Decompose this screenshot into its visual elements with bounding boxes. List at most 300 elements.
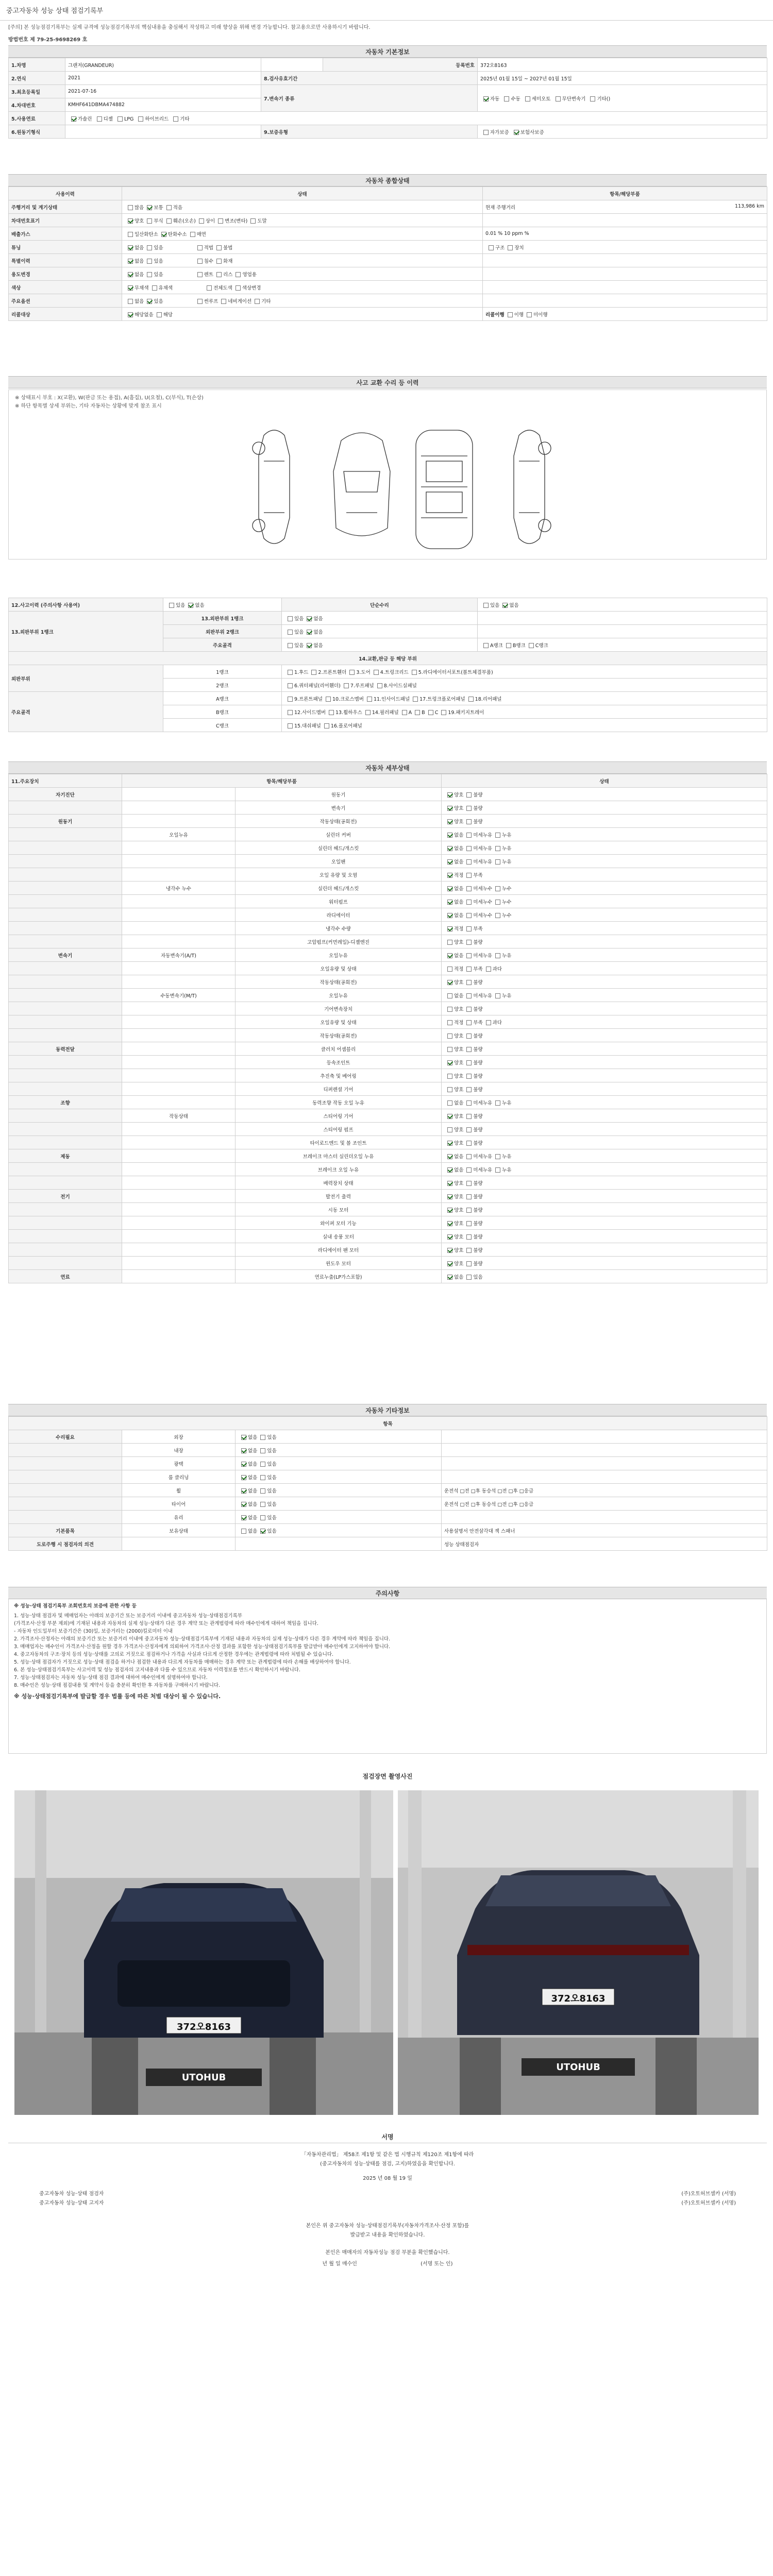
other-3-checkbox-0[interactable]	[241, 1475, 246, 1480]
status-8-checkbox-1[interactable]	[157, 312, 162, 317]
detail-19-option-1: 불량	[473, 1046, 483, 1053]
part-checkbox[interactable]	[288, 683, 293, 688]
status-row-note: 리콜이행 이행 미이행	[483, 308, 767, 321]
detail-25-checkbox-0[interactable]	[447, 1127, 452, 1132]
status-1-checkbox-5[interactable]	[250, 218, 256, 224]
detail-11-option-1: 불량	[473, 939, 483, 945]
status-4-checkbox-1[interactable]	[147, 259, 152, 264]
detail-31-checkbox-0[interactable]	[447, 1208, 452, 1213]
detail-12-checkbox-0[interactable]	[447, 953, 452, 958]
detail-9-checkbox-1[interactable]	[466, 913, 472, 918]
detail-4-checkbox-1[interactable]	[466, 846, 472, 851]
status-mid-5-option-2: 영업용	[242, 272, 257, 278]
other-state	[236, 1470, 442, 1484]
detail-14-checkbox-0[interactable]	[447, 980, 452, 985]
detail-row	[9, 989, 767, 1002]
detail-13-checkbox-2[interactable]	[486, 967, 491, 972]
status-mid-4-checkbox-0[interactable]	[197, 259, 203, 264]
detail-11-checkbox-0[interactable]	[447, 940, 452, 945]
status-mid-5-checkbox-0[interactable]	[197, 272, 203, 277]
detail-24-checkbox-0[interactable]	[447, 1114, 452, 1119]
detail-group	[9, 1056, 122, 1069]
part-checkbox[interactable]	[468, 697, 474, 702]
detail-31-checkbox-1[interactable]	[466, 1208, 472, 1213]
detail-32-option-1: 불량	[473, 1221, 483, 1227]
fuel-lpg-checkbox[interactable]	[117, 116, 123, 122]
status-right-3-checkbox-0[interactable]	[489, 245, 494, 250]
status-1-checkbox-3[interactable]	[199, 218, 204, 224]
status-mid-7-checkbox-2[interactable]	[255, 299, 260, 304]
other-5-checkbox-0[interactable]	[241, 1502, 246, 1507]
detail-2-checkbox-1[interactable]	[466, 819, 472, 824]
part-checkbox[interactable]	[428, 710, 433, 715]
notes-section	[8, 1587, 767, 1754]
detail-item: 와이퍼 모터 기능	[236, 1216, 442, 1230]
detail-27-checkbox-1[interactable]	[466, 1154, 472, 1159]
detail-17-checkbox-1[interactable]	[466, 1020, 472, 1025]
other-0-checkbox-1[interactable]	[260, 1435, 265, 1440]
part-label: 8.사이드실패널	[383, 683, 417, 689]
car-right-side-icon	[514, 430, 551, 544]
detail-35-checkbox-0[interactable]	[447, 1261, 452, 1266]
detail-3-checkbox-0[interactable]	[447, 833, 452, 838]
detail-16-checkbox-1[interactable]	[466, 1007, 472, 1012]
detail-row	[9, 828, 767, 841]
rank1-label: 1랭크	[163, 665, 282, 679]
detail-4-checkbox-0[interactable]	[447, 846, 452, 851]
detail-15-option-1: 미세누유	[473, 993, 493, 999]
warranty-insurance-checkbox[interactable]	[514, 130, 519, 135]
detail-6-option-1: 부족	[473, 872, 483, 878]
other-6-option-0: 없음	[248, 1515, 258, 1521]
status-row-note	[483, 241, 767, 254]
detail-sub	[122, 801, 236, 815]
detail-3-option-1: 미세누유	[473, 832, 493, 838]
other-1-checkbox-1[interactable]	[260, 1448, 265, 1453]
status-2-checkbox-1[interactable]	[161, 232, 166, 237]
status-0-option-0: 많음	[135, 205, 144, 211]
detail-group	[9, 1216, 122, 1230]
detail-20-checkbox-0[interactable]	[447, 1060, 452, 1065]
status-row-options	[122, 308, 483, 321]
detail-row	[9, 935, 767, 948]
detail-2-checkbox-0[interactable]	[447, 819, 452, 824]
status-2-checkbox-2[interactable]	[190, 232, 195, 237]
detail-row	[9, 1109, 767, 1123]
status-mid-7-checkbox-1[interactable]	[221, 299, 226, 304]
detail-3-checkbox-2[interactable]	[495, 833, 500, 838]
other-6-checkbox-0[interactable]	[241, 1515, 246, 1520]
detail-22-checkbox-0[interactable]	[447, 1087, 452, 1092]
detail-36-checkbox-0[interactable]	[447, 1275, 452, 1280]
other-item: 광택	[122, 1457, 236, 1470]
detail-28-checkbox-1[interactable]	[466, 1167, 472, 1173]
detail-item: 라디에이터	[236, 908, 442, 922]
status-3-checkbox-1[interactable]	[147, 245, 152, 250]
detail-18-checkbox-0[interactable]	[447, 1033, 452, 1039]
status-1-checkbox-2[interactable]	[166, 218, 172, 224]
warranty-self-checkbox[interactable]	[483, 130, 489, 135]
detail-28-checkbox-2[interactable]	[495, 1167, 500, 1173]
detail-20-option-0: 양호	[454, 1060, 464, 1066]
status-col-note: 항목/해당부품	[483, 187, 767, 200]
outer-rank1-label: 13.외판부위 1랭크	[163, 612, 282, 625]
other-0-checkbox-0[interactable]	[241, 1435, 246, 1440]
part-checkbox[interactable]	[288, 697, 293, 702]
outer-rank2-options: 있음 없음	[282, 625, 478, 638]
status-6-checkbox-0[interactable]	[128, 285, 133, 291]
damage-legend-2: ※ 하단 항목별 상세 부위는, 기타 자동차는 상황에 맞게 참조 표시	[15, 403, 162, 409]
detail-26-option-1: 불량	[473, 1140, 483, 1146]
part-checkbox[interactable]	[377, 683, 382, 688]
other-extra	[442, 1430, 767, 1444]
detail-sub	[122, 1230, 236, 1243]
detail-group	[9, 882, 122, 895]
detail-16-checkbox-0[interactable]	[447, 1007, 452, 1012]
other-group	[9, 1444, 122, 1457]
detail-state	[442, 1257, 767, 1270]
status-1-checkbox-1[interactable]	[147, 218, 152, 224]
other-3-checkbox-1[interactable]	[260, 1475, 265, 1480]
detail-row	[9, 1002, 767, 1015]
detail-row	[9, 1136, 767, 1149]
other-2-checkbox-0[interactable]	[241, 1462, 246, 1467]
detail-5-option-1: 미세누유	[473, 859, 493, 865]
part-checkbox[interactable]	[324, 723, 329, 728]
rankA-parts	[282, 692, 767, 705]
detail-sub	[122, 1069, 236, 1082]
detail-state	[442, 788, 767, 801]
reg-no-value: 372오8163	[478, 58, 767, 72]
detail-22-checkbox-1[interactable]	[466, 1087, 472, 1092]
detail-17-checkbox-0[interactable]	[447, 1020, 452, 1025]
other-2-option-1: 있음	[267, 1461, 277, 1467]
other-6-checkbox-1[interactable]	[260, 1515, 265, 1520]
detail-group	[9, 1069, 122, 1082]
detail-state	[442, 828, 767, 841]
detail-27-checkbox-0[interactable]	[447, 1154, 452, 1159]
other-row	[9, 1511, 767, 1524]
part-label: 14.필러패널	[372, 709, 399, 716]
detail-12-checkbox-1[interactable]	[466, 953, 472, 958]
detail-group	[9, 1163, 122, 1176]
trans-etc-checkbox[interactable]	[590, 96, 595, 101]
status-1-checkbox-4[interactable]	[218, 218, 223, 224]
detail-19-checkbox-1[interactable]	[466, 1047, 472, 1052]
doc-number: 방법번호 제 79-25-9698269 호	[8, 37, 88, 43]
detail-25-checkbox-1[interactable]	[466, 1127, 472, 1132]
first-reg-label: 3.최초등록일	[9, 85, 65, 98]
fuel-gasoline-checkbox[interactable]	[71, 116, 76, 122]
part-checkbox[interactable]	[288, 670, 293, 675]
part-label: 2.프론트휀더	[318, 669, 347, 675]
detail-34-checkbox-1[interactable]	[466, 1248, 472, 1253]
detail-state	[442, 801, 767, 815]
status-5-checkbox-0[interactable]	[128, 272, 133, 277]
detail-12-checkbox-2[interactable]	[495, 953, 500, 958]
detail-row	[9, 1029, 767, 1042]
detail-17-checkbox-2[interactable]	[486, 1020, 491, 1025]
car-diagram-panel	[8, 389, 767, 560]
detail-32-checkbox-1[interactable]	[466, 1221, 472, 1226]
detail-32-checkbox-0[interactable]	[447, 1221, 452, 1226]
other-7-checkbox-0[interactable]	[241, 1529, 246, 1534]
detail-item: 워터펌프	[236, 895, 442, 908]
fuel-hybrid-checkbox[interactable]	[138, 116, 143, 122]
detail-sub	[122, 962, 236, 975]
part-checkbox[interactable]	[441, 710, 446, 715]
status-0-checkbox-1[interactable]	[147, 205, 152, 210]
detail-10-checkbox-1[interactable]	[466, 926, 472, 931]
sign-line-1: 「자동차관리법」 제58조 제1항 및 같은 법 시행규칙 제120조 제1항에 따라	[301, 2152, 474, 2158]
detail-8-checkbox-1[interactable]	[466, 900, 472, 905]
detail-24-checkbox-1[interactable]	[466, 1114, 472, 1119]
status-mid-5-option-1: 리스	[223, 272, 233, 278]
part-checkbox[interactable]	[326, 697, 331, 702]
detail-21-checkbox-1[interactable]	[466, 1074, 472, 1079]
status-row-label: 용도변경	[9, 267, 122, 281]
detail-20-checkbox-1[interactable]	[466, 1060, 472, 1065]
status-mid-7-option-2: 기타	[261, 298, 271, 304]
part-checkbox[interactable]	[365, 710, 371, 715]
part-label: 15.대쉬패널	[294, 723, 321, 729]
status-0-checkbox-0[interactable]	[128, 205, 133, 210]
fuel-etc-checkbox[interactable]	[173, 116, 178, 122]
detail-8-checkbox-2[interactable]	[495, 900, 500, 905]
trans-label: 7.변속기 종류	[261, 85, 478, 112]
detail-1-checkbox-0[interactable]	[447, 806, 452, 811]
status-mid-6-checkbox-1[interactable]	[236, 285, 241, 291]
detail-5-option-0: 없음	[454, 859, 464, 865]
rank-options: A랭크 B랭크 C랭크	[478, 638, 767, 652]
status-0-checkbox-2[interactable]	[166, 205, 172, 210]
detail-state	[442, 962, 767, 975]
detail-33-checkbox-0[interactable]	[447, 1234, 452, 1240]
status-8-checkbox-0[interactable]	[128, 312, 133, 317]
other-extra: 성능 상태점검자	[442, 1537, 767, 1551]
detail-15-checkbox-0[interactable]	[447, 993, 452, 998]
status-mid-4-checkbox-1[interactable]	[216, 259, 222, 264]
status-mid-3-checkbox-1[interactable]	[216, 245, 222, 250]
other-7-checkbox-1[interactable]	[260, 1529, 265, 1534]
status-right-8-checkbox-1[interactable]	[527, 312, 532, 317]
trans-options: 자동 수동 세미오토 무단변속기 기타()	[478, 85, 767, 112]
status-2-checkbox-0[interactable]	[128, 232, 133, 237]
detail-group	[9, 1230, 122, 1243]
sign-date: 2025 년 08 월 19 일	[363, 2176, 412, 2181]
detail-0-option-0: 양호	[454, 792, 464, 798]
part-checkbox[interactable]	[415, 710, 420, 715]
status-4-checkbox-0[interactable]	[128, 259, 133, 264]
fuel-label: 5.사용연료	[9, 112, 65, 125]
front-car-image	[14, 1790, 393, 2115]
detail-row	[9, 962, 767, 975]
other-extra: 운전석 □전 □후 동승석 □전 □후 □응급	[442, 1497, 767, 1511]
detail-item: 작동상태(공회전)	[236, 815, 442, 828]
part-checkbox[interactable]	[402, 710, 407, 715]
main-frame-options: 있음 없음	[282, 638, 478, 652]
detail-9-checkbox-0[interactable]	[447, 913, 452, 918]
detail-1-checkbox-1[interactable]	[466, 806, 472, 811]
other-group	[9, 1484, 122, 1497]
detail-sub	[122, 908, 236, 922]
status-row	[9, 308, 767, 321]
part-checkbox[interactable]	[344, 683, 349, 688]
detail-row	[9, 1216, 767, 1230]
detail-26-checkbox-0[interactable]	[447, 1141, 452, 1146]
other-4-checkbox-1[interactable]	[260, 1488, 265, 1494]
fuel-diesel-checkbox[interactable]	[97, 116, 102, 122]
other-1-checkbox-0[interactable]	[241, 1448, 246, 1453]
other-extra: 운전석 □전 □후 동승석 □전 □후 □응급	[442, 1484, 767, 1497]
status-col-item: 사용이력	[9, 187, 122, 200]
detail-item: 오일 유량 및 오염	[236, 868, 442, 882]
detail-35-checkbox-1[interactable]	[466, 1261, 472, 1266]
status-row-options	[122, 200, 483, 214]
detail-23-checkbox-2[interactable]	[495, 1100, 500, 1106]
detail-0-checkbox-0[interactable]	[447, 792, 452, 798]
part-checkbox[interactable]	[367, 697, 372, 702]
detail-group	[9, 989, 122, 1002]
status-7-checkbox-1[interactable]	[147, 299, 152, 304]
part-checkbox[interactable]	[311, 670, 316, 675]
detail-23-checkbox-0[interactable]	[447, 1100, 452, 1106]
detail-30-checkbox-1[interactable]	[466, 1194, 472, 1199]
detail-21-checkbox-0[interactable]	[447, 1074, 452, 1079]
general-status-header: 자동차 종합상태	[8, 174, 767, 187]
detail-19-checkbox-0[interactable]	[447, 1047, 452, 1052]
other-group: 수리필요	[9, 1430, 122, 1444]
detail-10-checkbox-0[interactable]	[447, 926, 452, 931]
part-checkbox[interactable]	[412, 670, 417, 675]
detail-15-checkbox-2[interactable]	[495, 993, 500, 998]
detail-36-option-1: 있음	[473, 1274, 483, 1280]
detail-23-checkbox-1[interactable]	[466, 1100, 472, 1106]
detail-13-checkbox-1[interactable]	[466, 967, 472, 972]
part-checkbox[interactable]	[349, 670, 355, 675]
detail-6-checkbox-0[interactable]	[447, 873, 452, 878]
detail-26-checkbox-1[interactable]	[466, 1141, 472, 1146]
other-row	[9, 1470, 767, 1484]
detail-4-checkbox-2[interactable]	[495, 846, 500, 851]
detail-state	[442, 1042, 767, 1056]
status-1-checkbox-0[interactable]	[128, 218, 133, 224]
part-checkbox[interactable]	[374, 670, 379, 675]
detail-30-checkbox-0[interactable]	[447, 1194, 452, 1199]
trans-cvt-checkbox[interactable]	[556, 96, 561, 101]
status-mid-5-checkbox-2[interactable]	[236, 272, 241, 277]
detail-34-checkbox-0[interactable]	[447, 1248, 452, 1253]
detail-11-checkbox-1[interactable]	[466, 940, 472, 945]
detail-row	[9, 1096, 767, 1109]
detail-5-checkbox-0[interactable]	[447, 859, 452, 865]
detail-state	[442, 1109, 767, 1123]
rankC-parts	[282, 719, 767, 732]
detail-sub	[122, 1136, 236, 1149]
part-checkbox[interactable]	[288, 710, 293, 715]
other-4-checkbox-0[interactable]	[241, 1488, 246, 1494]
detail-item: 변속기	[236, 801, 442, 815]
detail-29-checkbox-1[interactable]	[466, 1181, 472, 1186]
general-status-section	[8, 174, 767, 321]
detail-0-checkbox-1[interactable]	[466, 792, 472, 798]
status-1-option-3: 상이	[205, 218, 215, 224]
detail-27-checkbox-2[interactable]	[495, 1154, 500, 1159]
detail-item: 오일유량 및 상태	[236, 1015, 442, 1029]
detail-14-checkbox-1[interactable]	[466, 980, 472, 985]
warranty-type-label: 9.보증유형	[261, 125, 478, 139]
status-6-checkbox-1[interactable]	[152, 285, 157, 291]
detail-8-checkbox-0[interactable]	[447, 900, 452, 905]
detail-28-checkbox-0[interactable]	[447, 1167, 452, 1173]
detail-3-checkbox-1[interactable]	[466, 833, 472, 838]
detail-5-checkbox-2[interactable]	[495, 859, 500, 865]
status-row-label: 특별이력	[9, 254, 122, 267]
part-label: 13.휠하우스	[335, 709, 362, 716]
detail-15-checkbox-1[interactable]	[466, 993, 472, 998]
status-5-checkbox-1[interactable]	[147, 272, 152, 277]
trans-manual-checkbox[interactable]	[504, 96, 509, 101]
detail-33-checkbox-1[interactable]	[466, 1234, 472, 1240]
status-mid-7-option-1: 네비게이션	[228, 298, 252, 304]
other-2-checkbox-1[interactable]	[260, 1462, 265, 1467]
detail-18-checkbox-1[interactable]	[466, 1033, 472, 1039]
trans-semi-checkbox[interactable]	[525, 96, 530, 101]
status-mid-6-checkbox-0[interactable]	[207, 285, 212, 291]
detail-14-option-0: 양호	[454, 979, 464, 986]
status-5-option-0: 없음	[135, 272, 144, 278]
detail-row	[9, 922, 767, 935]
vin-label: 4.차대번호	[9, 98, 65, 112]
detail-sub	[122, 1015, 236, 1029]
other-header: 자동차 기타정보	[8, 1404, 767, 1416]
detail-group	[9, 1203, 122, 1216]
confirm-line-1: 본인은 위 중고자동차 성능·상태점검기록부(자동차가격조사·산정 포함)를	[306, 2223, 469, 2229]
part-label: 10.크로스멤버	[332, 696, 364, 702]
detail-36-checkbox-1[interactable]	[466, 1275, 472, 1280]
status-right-8-checkbox-0[interactable]	[508, 312, 513, 317]
part-checkbox[interactable]	[329, 710, 334, 715]
part-checkbox[interactable]	[413, 697, 418, 702]
status-mid-7-checkbox-0[interactable]	[197, 299, 203, 304]
status-right-3-checkbox-1[interactable]	[508, 245, 513, 250]
detail-29-checkbox-0[interactable]	[447, 1181, 452, 1186]
car-name-value: 그랜저(GRANDEUR)	[65, 58, 261, 72]
detail-35-option-0: 양호	[454, 1261, 464, 1267]
detail-row	[9, 868, 767, 882]
detail-row	[9, 1123, 767, 1136]
other-5-checkbox-1[interactable]	[260, 1502, 265, 1507]
buyer-sign[interactable]: (서명 또는 인)	[421, 2261, 453, 2267]
detail-13-checkbox-0[interactable]	[447, 967, 452, 972]
detail-7-checkbox-0[interactable]	[447, 886, 452, 891]
status-0-option-1: 보통	[154, 205, 163, 211]
part-checkbox[interactable]	[288, 723, 293, 728]
trans-auto-checkbox[interactable]	[483, 96, 489, 101]
car-left-side-icon	[253, 430, 290, 544]
status-mid-5-checkbox-1[interactable]	[216, 272, 222, 277]
detail-7-checkbox-1[interactable]	[466, 886, 472, 891]
detail-5-checkbox-1[interactable]	[466, 859, 472, 865]
status-3-checkbox-0[interactable]	[128, 245, 133, 250]
status-mid-3-checkbox-0[interactable]	[197, 245, 203, 250]
status-mid-3-option-1: 불법	[223, 245, 233, 251]
detail-6-checkbox-1[interactable]	[466, 873, 472, 878]
front-plate: 372오8163	[176, 2022, 231, 2032]
status-7-checkbox-0[interactable]	[128, 299, 133, 304]
detail-7-checkbox-2[interactable]	[495, 886, 500, 891]
detail-9-checkbox-2[interactable]	[495, 913, 500, 918]
